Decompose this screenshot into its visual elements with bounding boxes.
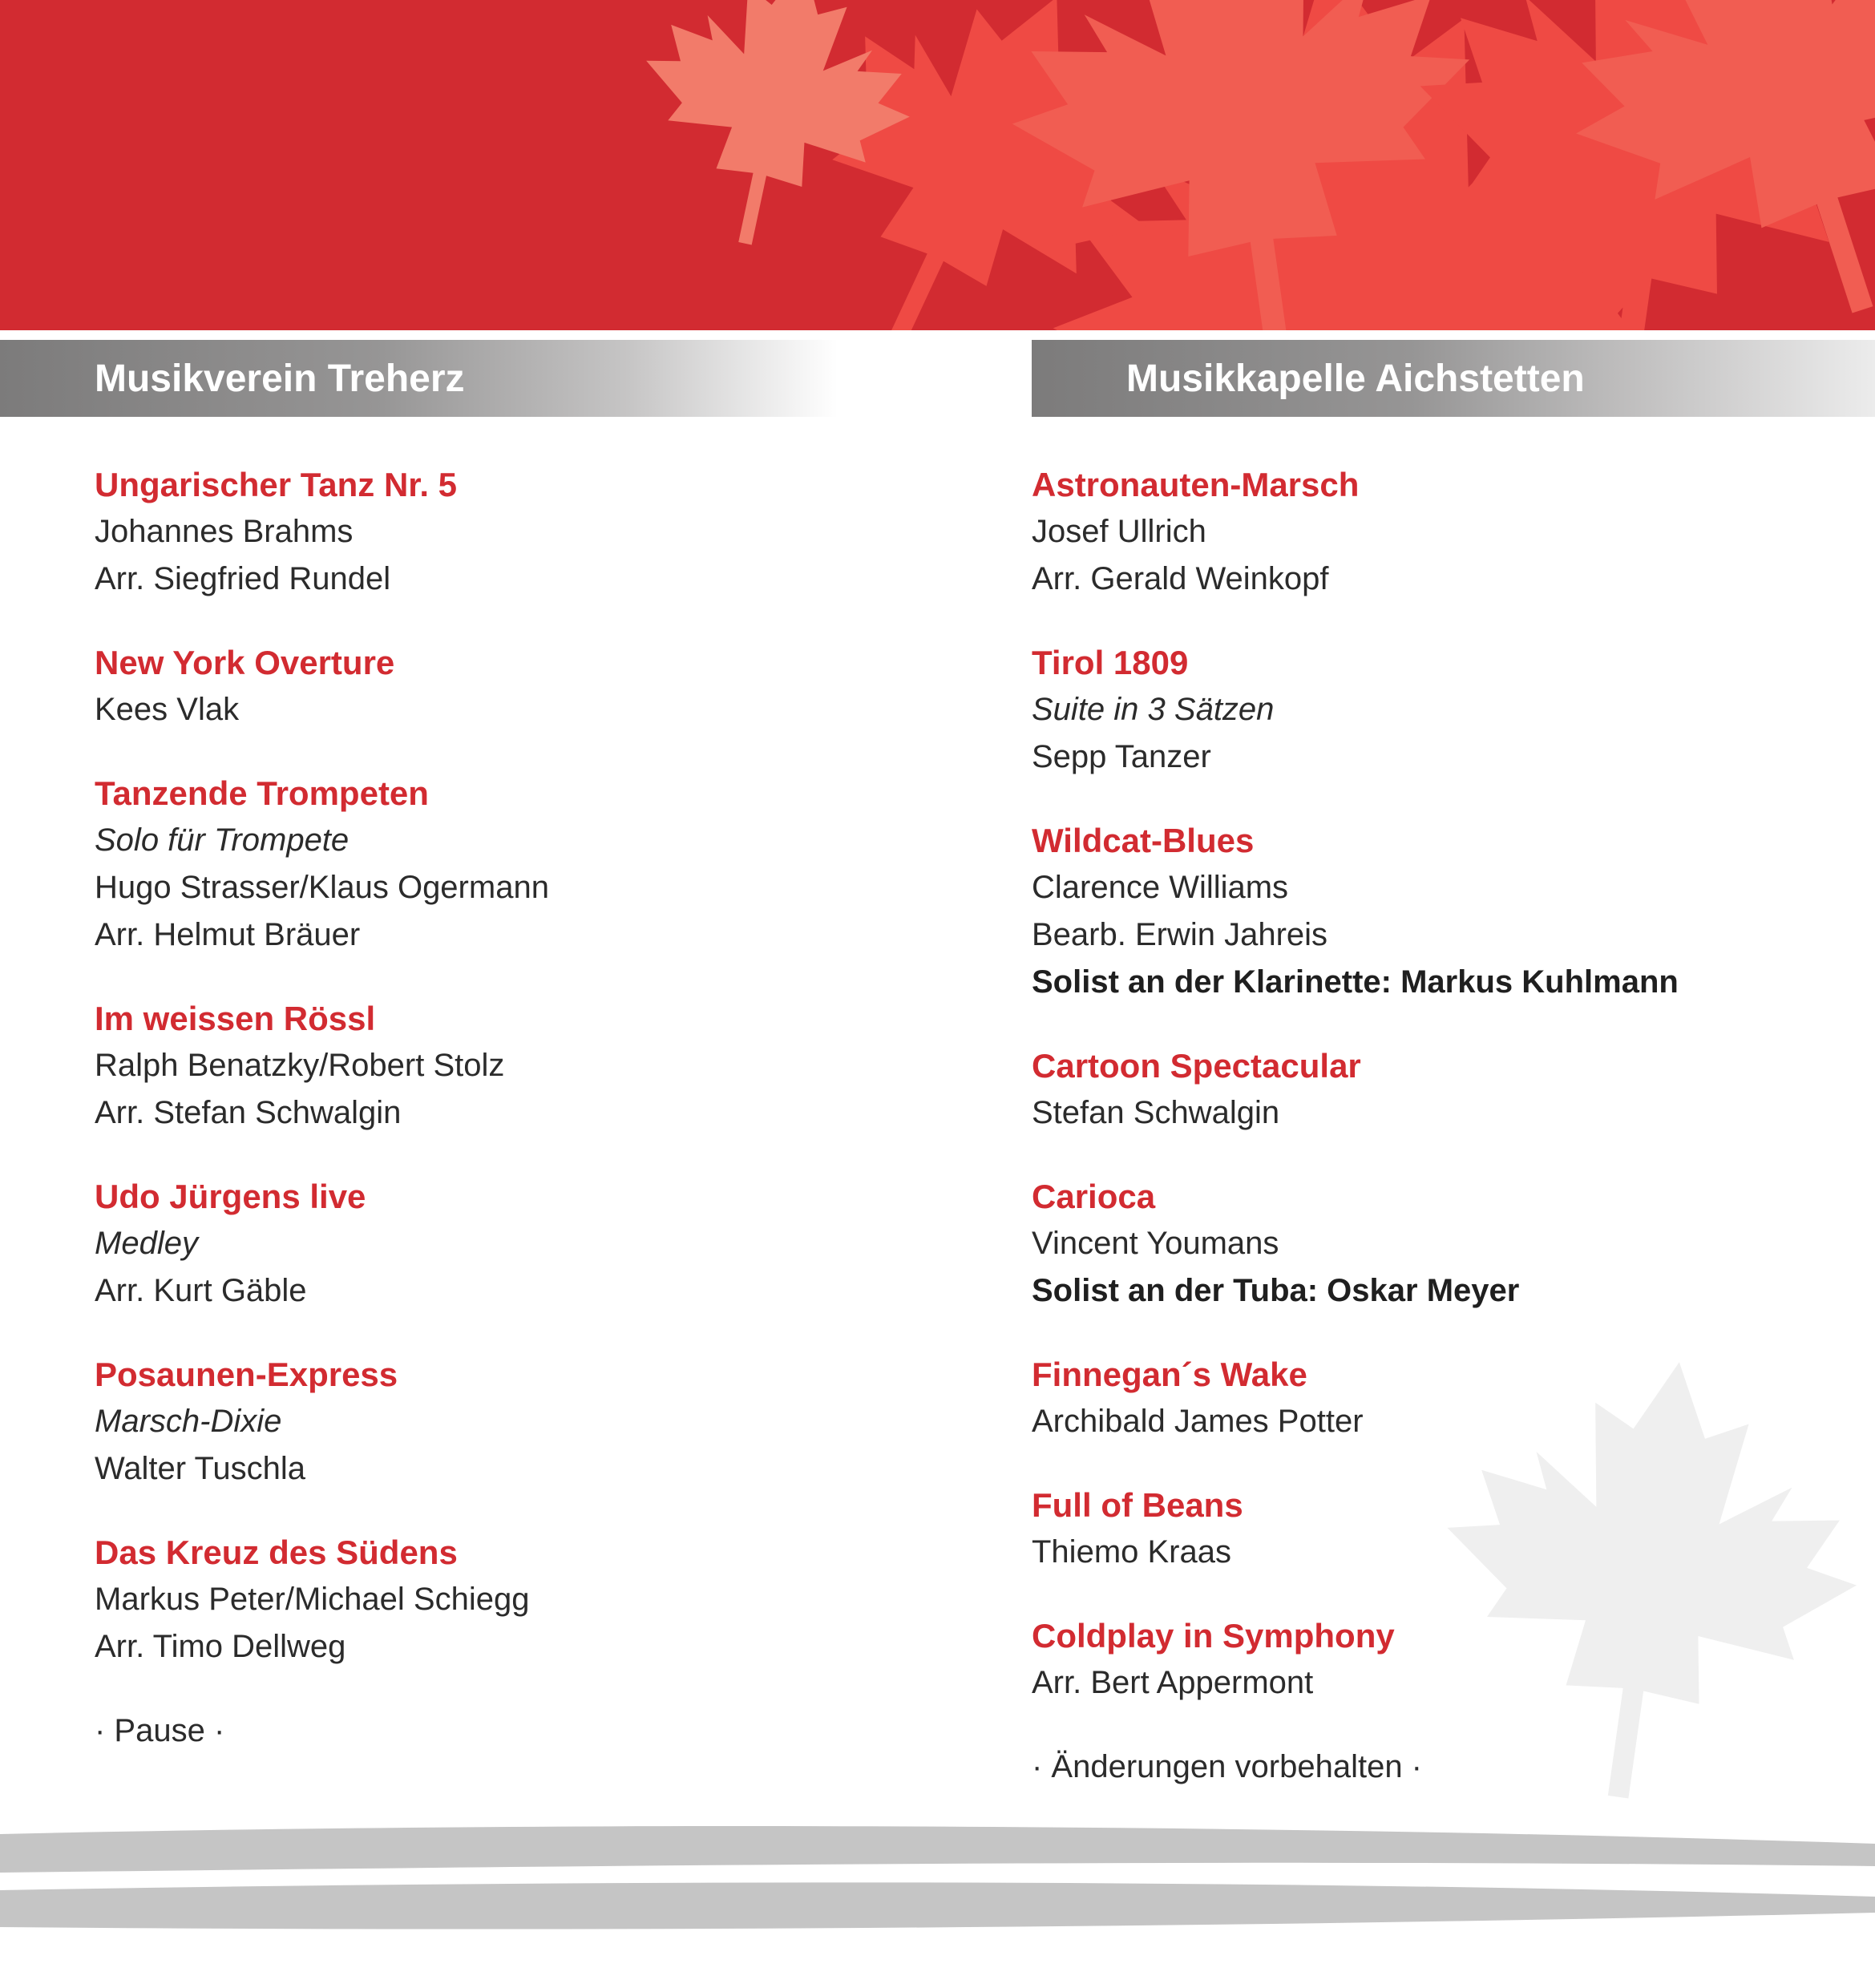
program-entry [1032, 1613, 1873, 1707]
piece-title: Udo Jürgens live [95, 1178, 366, 1215]
piece-detail: Clarence Williams [1032, 870, 1289, 905]
piece-title: Astronauten-Marsch [1032, 466, 1360, 503]
program-entry [95, 1174, 936, 1315]
piece-title: Cartoon Spectacular [1032, 1047, 1361, 1085]
piece-title: Tirol 1809 [1032, 644, 1189, 681]
piece-detail: Arr. Helmut Bräuer [95, 917, 361, 952]
piece-title: Im weissen Rössl [95, 1000, 376, 1037]
piece-subtitle: Solo für Trompete [95, 822, 350, 858]
piece-title: New York Overture [95, 644, 395, 681]
piece-detail: Arr. Kurt Gäble [95, 1273, 307, 1308]
piece-detail: Stefan Schwalgin [1032, 1095, 1280, 1130]
piece-title: Full of Beans [1032, 1486, 1243, 1524]
maple-leaf-pattern [0, 0, 1875, 330]
program-entry [95, 770, 936, 959]
program-entry [1032, 1482, 1873, 1576]
piece-title: Wildcat-Blues [1032, 822, 1255, 859]
left-column-header [0, 340, 838, 417]
left-program [95, 462, 936, 1755]
piece-detail: Johannes Brahms [95, 514, 354, 549]
soloist-note: Solist an der Klarinette: Markus Kuhlmann [1032, 964, 1679, 1000]
program-entry [95, 462, 936, 603]
piece-title: Das Kreuz des Südens [95, 1533, 458, 1571]
piece-title: Coldplay in Symphony [1032, 1617, 1395, 1655]
piece-detail: Arr. Bert Appermont [1032, 1665, 1314, 1700]
program-entry [1032, 1043, 1873, 1137]
header-banner [0, 0, 1875, 330]
piece-detail: Arr. Siegfried Rundel [95, 561, 391, 596]
program-entry [1032, 462, 1873, 603]
left-column-title: Musikverein Treherz [95, 357, 465, 400]
piece-detail: Arr. Timo Dellweg [95, 1629, 346, 1664]
changes-reserved-note: · Änderungen vorbehalten · [1032, 1749, 1422, 1784]
program-entry [95, 996, 936, 1137]
piece-title: Finnegan´s Wake [1032, 1356, 1307, 1393]
piece-subtitle: Suite in 3 Sätzen [1032, 692, 1275, 727]
decorative-waves [0, 1820, 1875, 1940]
right-column-header [1032, 340, 1875, 417]
program-entry [95, 1352, 936, 1493]
piece-title: Posaunen-Express [95, 1356, 398, 1393]
piece-detail: Walter Tuschla [95, 1451, 306, 1486]
piece-detail: Hugo Strasser/Klaus Ogermann [95, 870, 549, 905]
piece-detail: Thiemo Kraas [1032, 1534, 1231, 1570]
program-entry [95, 1529, 936, 1671]
program-entry [1032, 1352, 1873, 1445]
piece-detail: Sepp Tanzer [1032, 739, 1211, 774]
piece-detail: Josef Ullrich [1032, 514, 1206, 549]
right-program [1032, 462, 1873, 1791]
piece-detail: Bearb. Erwin Jahreis [1032, 917, 1328, 952]
piece-detail: Arr. Stefan Schwalgin [95, 1095, 402, 1130]
piece-title: Ungarischer Tanz Nr. 5 [95, 466, 458, 503]
piece-detail: Vincent Youmans [1032, 1226, 1279, 1261]
piece-detail: Archibald James Potter [1032, 1404, 1364, 1439]
piece-detail: Kees Vlak [95, 692, 240, 727]
program-entry [1032, 640, 1873, 781]
piece-detail: Markus Peter/Michael Schiegg [95, 1582, 530, 1617]
piece-title: Carioca [1032, 1178, 1156, 1215]
pause-note: · Pause · [95, 1713, 225, 1748]
piece-detail: Ralph Benatzky/Robert Stolz [95, 1048, 505, 1083]
piece-subtitle: Medley [95, 1226, 198, 1261]
program-entry [1032, 818, 1873, 1006]
soloist-note: Solist an der Tuba: Oskar Meyer [1032, 1273, 1520, 1308]
piece-subtitle: Marsch-Dixie [95, 1404, 282, 1439]
piece-detail: Arr. Gerald Weinkopf [1032, 561, 1329, 596]
program-entry [95, 640, 936, 733]
right-column-title: Musikkapelle Aichstetten [1126, 357, 1585, 400]
program-entry [1032, 1174, 1873, 1315]
piece-title: Tanzende Trompeten [95, 774, 429, 812]
